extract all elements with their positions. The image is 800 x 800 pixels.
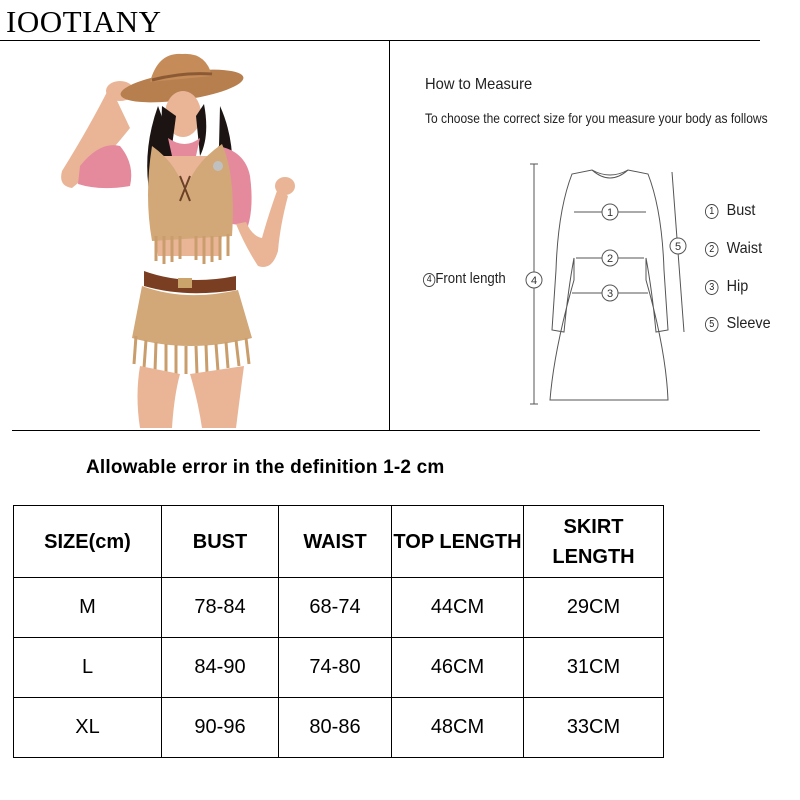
table-header-row	[14, 506, 664, 578]
vertical-divider	[389, 40, 390, 431]
cell-size: L	[14, 638, 162, 698]
legend-number: 3	[705, 280, 719, 295]
legend-label: Bust	[726, 202, 756, 219]
cell-skirt-length: 29CM	[524, 578, 664, 638]
table-row	[14, 698, 664, 758]
cell-top-length: 44CM	[392, 578, 524, 638]
front-length-label	[423, 270, 506, 287]
diagram-mark-hip: 3	[606, 288, 614, 300]
legend-number: 5	[705, 317, 719, 332]
cell-bust: 78-84	[162, 578, 279, 638]
legend-item-sleeve	[705, 315, 771, 333]
how-to-measure-subtitle: To choose the correct size for you measure your body as follows	[425, 110, 768, 126]
brand-logo: IOOTIANY	[6, 4, 162, 39]
table-row	[14, 578, 664, 638]
cell-bust: 90-96	[162, 698, 279, 758]
front-length-text: Front length	[435, 270, 506, 287]
cell-size: XL	[14, 698, 162, 758]
size-table	[13, 505, 664, 758]
diagram-mark-sleeve: 5	[674, 241, 682, 253]
middle-divider	[12, 430, 760, 431]
diagram-mark-bust: 1	[606, 207, 614, 219]
header-skirt-length: SKIRT LENGTH	[524, 506, 664, 578]
cell-skirt-length: 31CM	[524, 638, 664, 698]
allowable-error-note: Allowable error in the definition 1-2 cm	[86, 457, 445, 478]
header-size: SIZE(cm)	[14, 506, 162, 578]
legend-label: Sleeve	[726, 315, 771, 332]
legend-item-bust	[705, 202, 755, 220]
legend-label: Waist	[726, 240, 763, 257]
cell-size: M	[14, 578, 162, 638]
table-row	[14, 638, 664, 698]
how-to-measure-title: How to Measure	[425, 76, 533, 93]
cell-top-length: 48CM	[392, 698, 524, 758]
legend-number: 1	[705, 204, 719, 219]
diagram-mark-front: 4	[530, 275, 538, 287]
product-photo	[40, 46, 360, 428]
top-divider	[0, 40, 760, 41]
cell-top-length: 46CM	[392, 638, 524, 698]
front-length-number: 4	[423, 273, 435, 287]
legend-number: 2	[705, 242, 719, 257]
legend-item-waist	[705, 240, 762, 258]
legend-item-hip	[705, 278, 748, 296]
header-bust: BUST	[162, 506, 279, 578]
cell-waist: 68-74	[279, 578, 392, 638]
cell-waist: 74-80	[279, 638, 392, 698]
cell-waist: 80-86	[279, 698, 392, 758]
diagram-mark-waist: 2	[606, 253, 614, 265]
header-top-length: TOP LENGTH	[392, 506, 524, 578]
cell-skirt-length: 33CM	[524, 698, 664, 758]
header-waist: WAIST	[279, 506, 392, 578]
cell-bust: 84-90	[162, 638, 279, 698]
legend-label: Hip	[726, 278, 749, 295]
